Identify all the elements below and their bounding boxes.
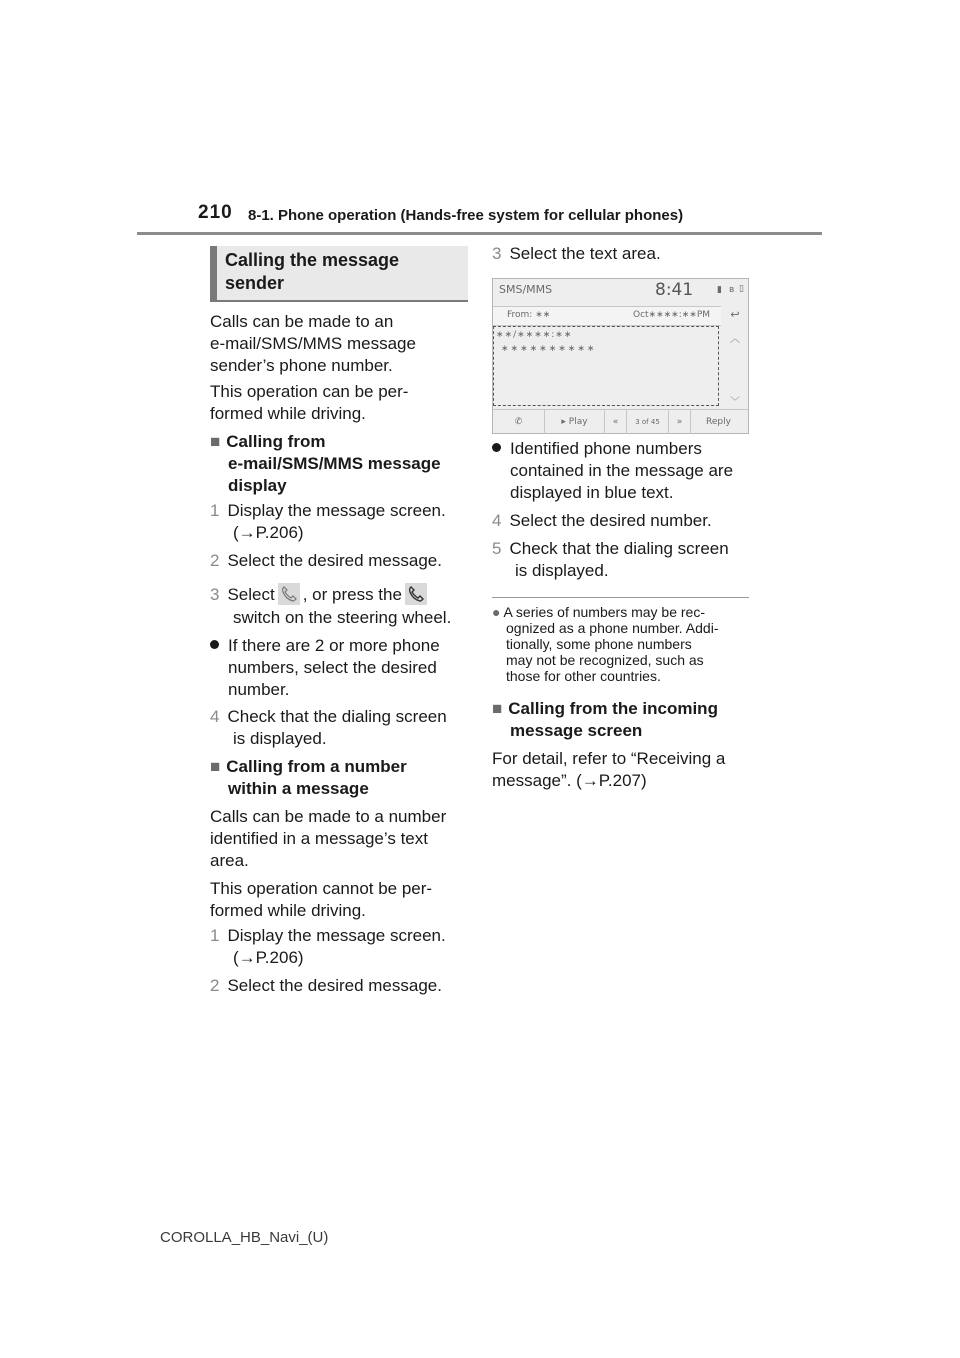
section-heading xyxy=(210,246,468,302)
bullet-multiple-numbers: If there are 2 or more phone numbers, select the desired number. xyxy=(210,635,472,701)
intro-line: sender’s phone number. xyxy=(210,356,393,375)
bluetooth-icon: ʙ xyxy=(729,285,735,295)
step-4: 4 Check that the dialing screen is displayed. xyxy=(210,707,447,748)
scroll-down-icon: ﹀ xyxy=(730,397,740,408)
step-1b: 1 Display the message screen. (→P.206) xyxy=(210,926,446,967)
screen-body-line: ∗∗∗∗∗∗∗∗∗∗ xyxy=(501,344,597,354)
step-3-right: 3 Select the text area. xyxy=(492,244,661,263)
step-4-right: 4 Select the desired number. xyxy=(492,511,712,530)
section-heading-line2: sender xyxy=(225,273,285,293)
left-column xyxy=(210,311,470,377)
step-2b: 2 Select the desired message. xyxy=(210,976,442,995)
chapter-title: 8-1. Phone operation (Hands-free system for cellular phones) xyxy=(248,207,684,224)
screen-from: From: ∗∗ xyxy=(507,310,551,320)
screen-clock: 8:41 xyxy=(655,280,694,300)
paragraph-4: This operation cannot be per- formed while driving. xyxy=(210,879,433,920)
bullet-icon xyxy=(210,640,219,649)
steering-phone-switch-icon xyxy=(405,583,427,605)
square-bullet-icon: ■ xyxy=(492,699,503,718)
bullet-identified-numbers: Identified phone numbers contained in the message are displayed in blue text. xyxy=(492,438,754,504)
square-bullet-icon: ■ xyxy=(210,757,221,776)
step-5-right: 5 Check that the dialing screen is displayed. xyxy=(492,539,729,580)
paragraph-3: Calls can be made to a number identified in a message’s text area. xyxy=(210,807,447,870)
square-bullet-icon: ■ xyxy=(210,432,221,451)
step-1: 1 Display the message screen. (→P.206) xyxy=(210,501,446,542)
play-button: ▸ Play xyxy=(545,410,605,434)
signal-icon: ▮ xyxy=(717,285,722,295)
bullet-icon xyxy=(492,443,501,452)
section-heading-line1: Calling the message xyxy=(225,250,400,270)
subheading-3: ■ Calling from the incoming message screen xyxy=(492,699,718,740)
step-2: 2 Select the desired message. xyxy=(210,551,442,570)
call-icon: ✆ xyxy=(493,410,545,434)
screen-status-bar xyxy=(493,279,748,304)
message-screen-screenshot xyxy=(492,278,749,434)
screen-title: SMS/MMS xyxy=(499,283,553,296)
step-3: 3 Select , or press the switch on the steering wheel. xyxy=(210,584,472,629)
screen-from-row xyxy=(493,306,721,326)
reply-button: Reply xyxy=(706,417,731,427)
screen-body-line: ∗∗/∗∗∗∗:∗∗ xyxy=(496,330,573,340)
subheading-1: ■ Calling from e-mail/SMS/MMS message display xyxy=(210,432,441,495)
note-rule xyxy=(492,597,749,598)
footer-text: COROLLA_HB_Navi_(U) xyxy=(160,1229,329,1246)
intro-line: formed while driving. xyxy=(210,404,366,423)
intro-line: Calls can be made to an xyxy=(210,312,394,331)
back-icon: ↩ xyxy=(730,308,740,321)
intro-block-2 xyxy=(210,381,470,425)
previous-icon: « xyxy=(605,410,627,434)
intro-line: This operation can be per- xyxy=(210,382,409,401)
phone-button-icon xyxy=(278,583,300,605)
scroll-up-icon: ︿ xyxy=(730,334,740,345)
screen-date: Oct∗∗∗∗:∗∗PM xyxy=(633,310,711,320)
page-number: 210 xyxy=(198,202,233,223)
subheading-2: ■ Calling from a number within a message xyxy=(210,757,407,798)
screen-bottom-bar xyxy=(493,409,748,434)
note-bullet-icon: ● xyxy=(492,604,501,620)
scroll-column xyxy=(723,326,747,408)
header-rule xyxy=(137,232,822,235)
page-indicator: 3 of 45 xyxy=(627,410,669,434)
battery-icon: ▯ xyxy=(739,284,744,294)
next-icon: » xyxy=(669,410,691,434)
paragraph-5: For detail, refer to “Receiving a message”. (→P.207) xyxy=(492,749,726,790)
note: ● A series of numbers may be rec- ognized as a phone number. Addi- tionally, some phone numbers may not be recognized, such as those for other countries. xyxy=(492,604,719,684)
intro-line: e-mail/SMS/MMS message xyxy=(210,334,416,353)
